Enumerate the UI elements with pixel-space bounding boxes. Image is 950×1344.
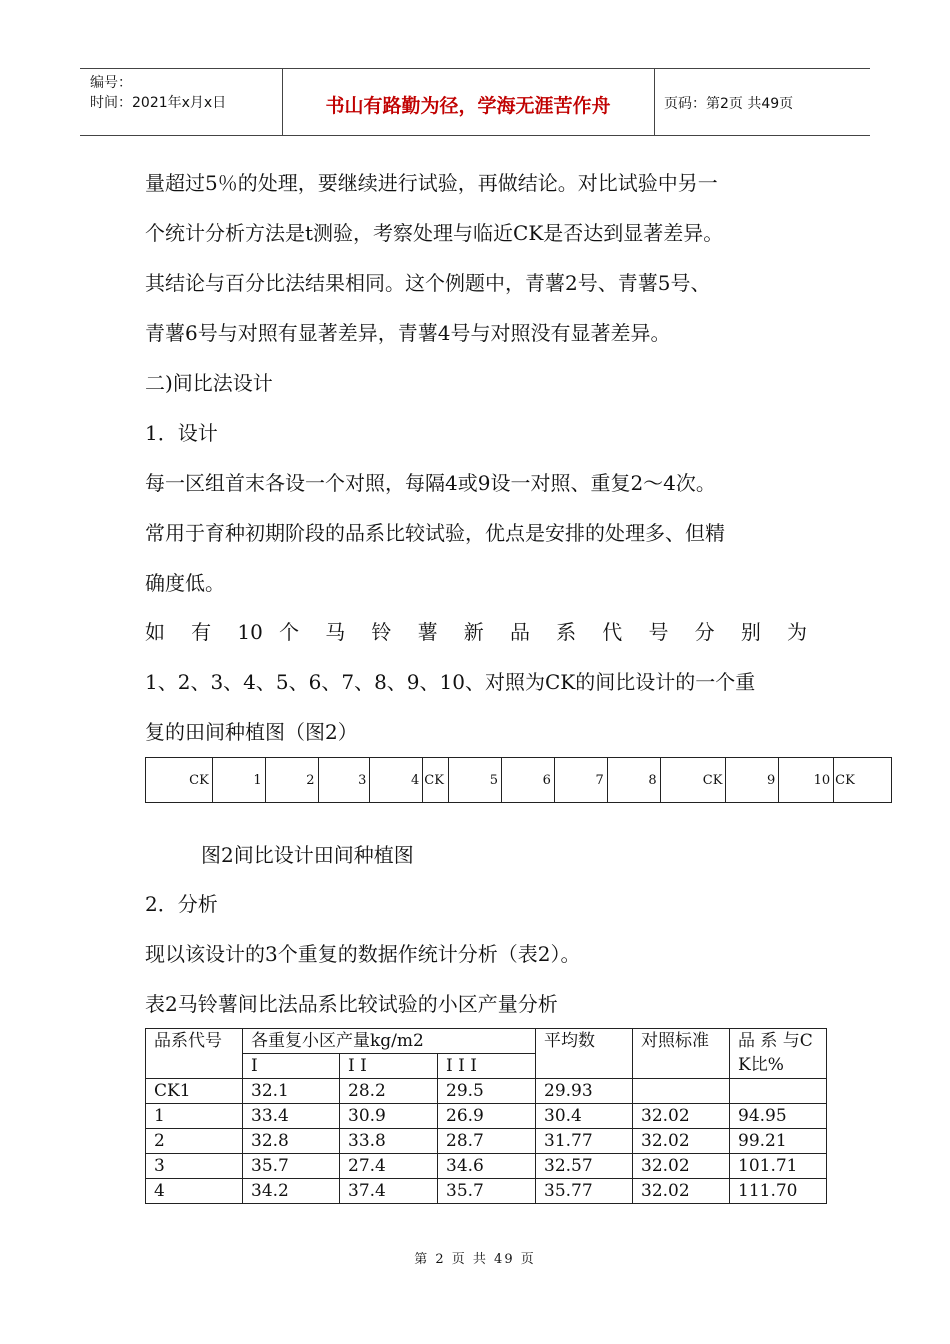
table-caption: 表2马铃薯间比法品系比较试验的小区产量分析 [145, 992, 558, 1016]
table-cell: 27.4 [340, 1154, 438, 1179]
table-cell: 32.02 [633, 1154, 730, 1179]
table-cell: 29.5 [438, 1079, 536, 1104]
table-cell: 30.4 [536, 1104, 633, 1129]
plot-cell: CK [146, 758, 213, 802]
text-line: 每一区组首末各设一个对照，每隔4或9设一对照、重复2～4次。 [145, 471, 716, 495]
table-cell: 28.2 [340, 1079, 438, 1104]
plot-cell: 9 [726, 758, 779, 802]
table-cell: 34.6 [438, 1154, 536, 1179]
plot-cell: 1 [213, 758, 266, 802]
header-rep2: I I [340, 1054, 438, 1079]
plot-cell: 6 [502, 758, 555, 802]
header-date: 时间：2021年x月x日 [90, 95, 227, 111]
table-cell: 33.4 [243, 1104, 340, 1129]
header-number-label: 编号： [90, 75, 132, 91]
plot-cell: CK [835, 772, 855, 788]
body-paragraph-2 [145, 458, 807, 608]
subsection-heading-design: 1．设计 [145, 421, 218, 445]
header-mean: 平均数 [536, 1029, 633, 1079]
table-cell: 31.77 [536, 1129, 633, 1154]
text-line: 如 有 10 个 马 铃 薯 新 品 系 代 号 分 别 为 [145, 620, 807, 644]
field-layout-diagram [145, 757, 892, 803]
text-line: 复的田间种植图（图2） [145, 720, 358, 744]
body-paragraph-4: 现以该设计的3个重复的数据作统计分析（表2）。 [145, 942, 581, 966]
table-cell: 35.77 [536, 1179, 633, 1204]
table-cell: 99.21 [730, 1129, 827, 1154]
text-line: 量超过5％的处理，要继续进行试验，再做结论。对比试验中另一 [145, 171, 718, 195]
section-heading: 二)间比法设计 [145, 371, 273, 395]
table-cell: 34.2 [243, 1179, 340, 1204]
text-line: 个统计分析方法是t测验，考察处理与临近CK是否达到显著差异。 [145, 221, 724, 245]
table-row [146, 1129, 827, 1154]
table-cell: 32.8 [243, 1129, 340, 1154]
text-line: 其结论与百分比法结果相同。这个例题中，青薯2号、青薯5号、 [145, 271, 711, 295]
plot-cell: 7 [555, 758, 608, 802]
subsection-heading-analysis: 2．分析 [145, 892, 218, 916]
table-cell: 32.02 [633, 1179, 730, 1204]
page-header [80, 68, 870, 136]
table-cell [730, 1079, 827, 1104]
header-rep3: I I I [438, 1054, 536, 1079]
header-code: 品系代号 [146, 1029, 243, 1079]
header-divider [654, 69, 655, 135]
text-line: 青薯6号与对照有显著差异，青薯4号与对照没有显著差异。 [145, 321, 671, 345]
table-cell: 26.9 [438, 1104, 536, 1129]
plot-cell: 10 [779, 758, 834, 802]
table-cell: CK1 [146, 1079, 243, 1104]
table-cell: 2 [146, 1129, 243, 1154]
plot-cell: 3 [319, 758, 371, 802]
header-yield: 各重复小区产量kg/m2 [243, 1029, 536, 1054]
plot-cell: 8 [608, 758, 661, 802]
header-rep1: I [243, 1054, 340, 1079]
table-header-row [146, 1029, 827, 1054]
body-paragraph-3 [145, 607, 807, 757]
figure-caption: 图2间比设计田间种植图 [201, 843, 414, 867]
table-cell: 3 [146, 1154, 243, 1179]
table-cell: 30.9 [340, 1104, 438, 1129]
header-meta [90, 73, 282, 113]
table-cell: 37.4 [340, 1179, 438, 1204]
text-line: 确度低。 [145, 571, 225, 595]
plot-cell: 4 [370, 758, 423, 802]
text-line: 常用于育种初期阶段的品系比较试验，优点是安排的处理多、但精 [145, 521, 725, 545]
table-cell: 32.02 [633, 1129, 730, 1154]
yield-table [145, 1028, 827, 1204]
header-motto: 书山有路勤为径，学海无涯苦作舟 [325, 95, 611, 117]
plot-cell: 5 [449, 758, 502, 802]
table-cell: 35.7 [243, 1154, 340, 1179]
table-row [146, 1179, 827, 1204]
table-cell: 4 [146, 1179, 243, 1204]
table-cell: 111.70 [730, 1179, 827, 1204]
page-footer: 第 2 页 共 49 页 [414, 1252, 536, 1267]
body-paragraph-1 [145, 158, 807, 358]
table-cell: 101.71 [730, 1154, 827, 1179]
plot-cell: CK [423, 758, 449, 802]
plot-cell: 2 [266, 758, 319, 802]
table-row [146, 1154, 827, 1179]
plot-cell: CK [661, 758, 727, 802]
table-cell: 29.93 [536, 1079, 633, 1104]
header-page-info: 页码：第2页 共49页 [664, 96, 794, 112]
table-cell: 35.7 [438, 1179, 536, 1204]
header-std: 对照标准 [633, 1029, 730, 1079]
text-line: 1、2、3、4、5、6、7、8、9、10、对照为CK的间比设计的一个重 [145, 670, 756, 694]
table-cell: 32.57 [536, 1154, 633, 1179]
header-ratio: 品 系 与CK比% [730, 1029, 827, 1079]
table-cell: 28.7 [438, 1129, 536, 1154]
table-cell: 1 [146, 1104, 243, 1129]
table-cell: 94.95 [730, 1104, 827, 1129]
table-cell [633, 1079, 730, 1104]
table-row [146, 1079, 827, 1104]
table-row [146, 1104, 827, 1129]
table-cell: 32.02 [633, 1104, 730, 1129]
table-cell: 32.1 [243, 1079, 340, 1104]
table-cell: 33.8 [340, 1129, 438, 1154]
